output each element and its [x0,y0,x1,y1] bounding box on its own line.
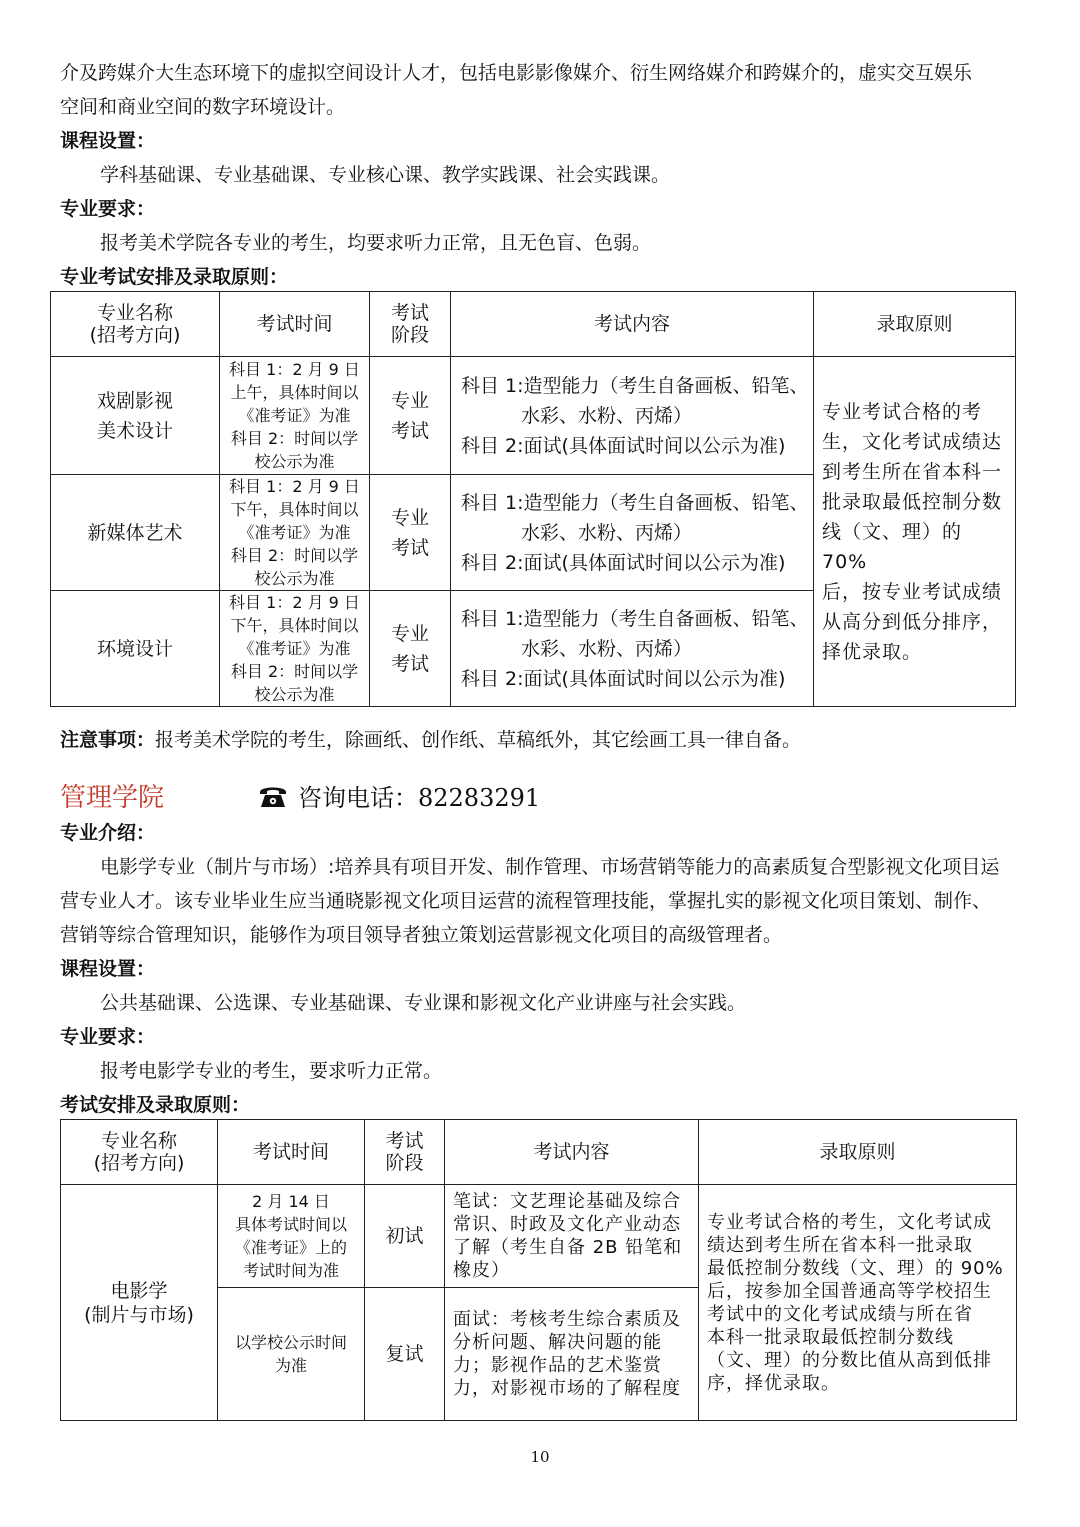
header-name: 专业名称 (招考方向) [61,1120,218,1185]
mgmt-intro-line-1: 电影学专业（制片与市场）:培养具有项目开发、制作管理、市场营销等能力的高素质复合型影视文化项目运 [100,856,1000,878]
exam-content: 笔试：文艺理论基础及综合 常识、时政及文化产业动态 了解（考生自备 2B 铅笔和 橡皮） [445,1185,699,1288]
note-label: 注意事项： [60,729,156,751]
major-name: 电影学 (制片与市场) [61,1185,218,1421]
table-header-row [61,1120,1017,1185]
exam-time: 科目 1：2 月 9 日 下午，具体时间以 《准考证》为准 科目 2：时间以学 校公示为准 [220,591,370,707]
header-stage: 考试 阶段 [370,292,451,357]
exam-content: 科目 1:造型能力（考生自备画板、铅笔、 水彩、水粉、丙烯） 科目 2:面试(具体面试时间以公示为准) [451,591,814,707]
table-header-row [51,292,1016,357]
phone-label: 咨询电话： [298,784,418,812]
header-time: 考试时间 [218,1120,365,1185]
major-name: 新媒体艺术 [51,475,220,591]
exam-stage: 专业 考试 [370,357,451,475]
exam-stage: 复试 [365,1288,445,1421]
admission-rule: 专业考试合格的考生，文化考试成 绩达到考生所在省本科一批录取 最低控制分数线（文、理）的 90% 后，按参加全国普通高等学校招生 考试中的文化考试成绩与所在省 本科一批录取最低控制分数线 （文、理）的分数比值从高到低排 序，择优录取。 [699,1185,1017,1421]
mgmt-req-text: 报考电影学专业的考生，要求听力正常。 [100,1060,443,1082]
college-name: 管理学院 [60,783,165,813]
phone-number: 82283291 [418,784,541,812]
exam-time: 以学校公示时间 为准 [218,1288,365,1421]
header-stage: 考试 阶段 [365,1120,445,1185]
mgmt-course-label: 课程设置： [60,958,156,980]
table-row [51,357,1016,475]
exam-content: 科目 1:造型能力（考生自备画板、铅笔、 水彩、水粉、丙烯） 科目 2:面试(具体面试时间以公示为准) [451,475,814,591]
art-exam-table [50,291,1016,707]
art-course-text: 学科基础课、专业基础课、专业核心课、教学实践课、社会实践课。 [100,164,671,186]
header-content: 考试内容 [445,1120,699,1185]
note-text: 报考美术学院的考生，除画纸、创作纸、草稿纸外，其它绘画工具一律自备。 [155,729,802,751]
exam-time: 科目 1：2 月 9 日 下午，具体时间以 《准考证》为准 科目 2：时间以学 校公示为准 [220,475,370,591]
consult-phone [258,780,540,816]
major-name: 环境设计 [51,591,220,707]
mgmt-req-label: 专业要求： [60,1026,156,1048]
admission-rule: 专业考试合格的考 生，文化考试成绩达 到考生所在省本科一 批录取最低控制分数 线（文、理）的 70% 后，按专业考试成绩 从高分到低分排序， 择优录取。 [814,357,1016,707]
intro-line-2: 空间和商业空间的数字环境设计。 [60,96,346,118]
header-rule: 录取原则 [699,1120,1017,1185]
exam-content: 面试：考核考生综合素质及 分析问题、解决问题的能 力；影视作品的艺术鉴赏 力，对影视市场的了解程度 [445,1288,699,1421]
mgmt-exam-table [60,1119,1017,1421]
major-name: 戏剧影视 美术设计 [51,357,220,475]
mgmt-intro-label: 专业介绍： [60,822,156,844]
header-name: 专业名称 (招考方向) [51,292,220,357]
exam-stage: 初试 [365,1185,445,1288]
exam-time: 科目 1：2 月 9 日 上午，具体时间以 《准考证》为准 科目 2：时间以学 校公示为准 [220,357,370,475]
art-note [60,724,801,757]
exam-stage: 专业 考试 [370,475,451,591]
mgmt-intro-line-2: 营专业人才。该专业毕业生应当通晓影视文化项目运营的流程管理技能，掌握扎实的影视文化项目策划、制作、 [60,890,992,912]
mgmt-intro-line-3: 营销等综合管理知识，能够作为项目领导者独立策划运营影视文化项目的高级管理者。 [60,924,783,946]
art-exam-label: 专业考试安排及录取原则： [60,266,289,288]
exam-content: 科目 1:造型能力（考生自备画板、铅笔、 水彩、水粉、丙烯） 科目 2:面试(具体面试时间以公示为准) [451,357,814,475]
exam-stage: 专业 考试 [370,591,451,707]
header-content: 考试内容 [451,292,814,357]
table-row [61,1185,1017,1288]
mgmt-course-text: 公共基础课、公选课、专业基础课、专业课和影视文化产业讲座与社会实践。 [100,992,747,1014]
telephone-icon [258,783,288,809]
exam-time: 2 月 14 日 具体考试时间以 《准考证》上的 考试时间为准 [218,1185,365,1288]
header-rule: 录取原则 [814,292,1016,357]
header-time: 考试时间 [220,292,370,357]
page-number: 10 [530,1448,550,1466]
art-req-text: 报考美术学院各专业的考生，均要求听力正常，且无色盲、色弱。 [100,232,652,254]
intro-line-1: 介及跨媒介大生态环境下的虚拟空间设计人才，包括电影影像媒介、衍生网络媒介和跨媒介的，虚实交互娱乐 [60,62,973,84]
art-course-label: 课程设置： [60,130,156,152]
art-req-label: 专业要求： [60,198,156,220]
mgmt-exam-label: 考试安排及录取原则： [60,1094,251,1116]
